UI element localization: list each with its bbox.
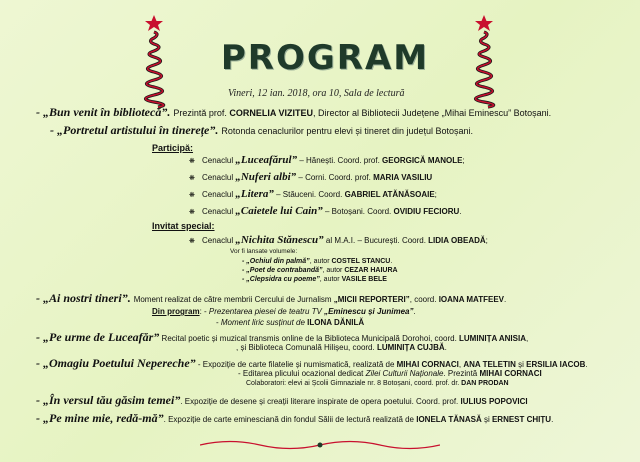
- din-program-line: [152, 307, 416, 316]
- book-launch-item: [242, 276, 387, 283]
- person-name: LIDIA OBEADĂ: [428, 236, 486, 245]
- program-item-continuation: [236, 343, 447, 352]
- program-item-collaborators: [246, 380, 509, 387]
- person-name: ANA TELETIN: [463, 360, 516, 369]
- text: .: [444, 343, 447, 352]
- person-name: ERNEST CHIȚU: [491, 415, 552, 424]
- event-title: - „Pe urme de Luceafăr”: [36, 330, 160, 344]
- text: .: [390, 258, 393, 265]
- text: – Hănești. Coord. prof.: [297, 156, 383, 165]
- text: Prezintă prof.: [173, 108, 230, 118]
- text: . Expoziție de desene și creații literare inspirate de opera poetului. Coord. prof.: [180, 397, 461, 406]
- text: ;: [485, 236, 488, 245]
- person-name: VASILE BELE: [341, 276, 387, 283]
- text: , coord.: [409, 295, 439, 304]
- text: Cenaclul: [202, 173, 236, 182]
- book-title: - „Poet de contrabandă”: [242, 267, 323, 274]
- cenaclu-litera: [202, 188, 437, 200]
- event-title: - „În versul tău găsim temei”: [36, 393, 181, 407]
- cenaclu-caietele-lui-cain: [202, 205, 462, 217]
- person-name: CEZAR HAIURA: [344, 267, 398, 274]
- text: Cenaclul: [202, 207, 236, 216]
- person-name: GEORGICĂ MANOLE: [382, 156, 463, 165]
- christmas-tree-left-icon: [134, 14, 174, 112]
- decorative-divider-icon: [200, 438, 440, 452]
- christmas-tree-right-icon: [464, 14, 504, 112]
- cenaclu-name: „Nichita Stănescu”: [235, 234, 324, 246]
- program-item-in-versul-tau: [36, 393, 528, 408]
- person-name: LUMINIȚA ANISIA: [459, 334, 526, 343]
- person-name: ILONA DĂNILĂ: [307, 318, 365, 327]
- text: - Expoziție de carte filatelie și numismatică, realizată de: [195, 360, 397, 369]
- section-heading: Invitat special:: [152, 221, 215, 231]
- event-title: - „Ai nostri tineri”.: [36, 291, 134, 305]
- text: ,: [458, 360, 464, 369]
- person-name: MIHAI CORNACI: [479, 369, 542, 378]
- text: Cenaclul: [202, 156, 236, 165]
- program-item-welcome: [36, 105, 551, 120]
- person-name: DAN PRODAN: [461, 380, 509, 387]
- text: ,: [525, 334, 529, 343]
- book-launch-item: [242, 258, 392, 265]
- club-name: „MICII REPORTERI”: [333, 295, 410, 304]
- section-heading: Participă:: [152, 143, 194, 153]
- book-title: - „Clepsidra cu poeme”: [242, 276, 320, 283]
- bullet-icon: ❋: [189, 209, 195, 216]
- text: al M.A.I. – București. Coord.: [323, 236, 429, 245]
- text: Prezentarea piesei de teatru TV: [208, 307, 325, 316]
- text: .: [413, 307, 416, 316]
- event-title: - „Pe mine mie, redă-mă”: [36, 411, 164, 425]
- text: , autor: [309, 258, 332, 265]
- program-item-rotonda: [50, 123, 473, 138]
- text: - Editarea plicului ocazional dedicat: [238, 369, 366, 378]
- person-name: IONELA TĂNASĂ: [416, 415, 482, 424]
- text: Moment liric susținut de: [220, 318, 308, 327]
- book-launch-intro: Vor fi lansate volumele:: [230, 248, 298, 255]
- text: .: [504, 295, 507, 304]
- text: – Botoșani. Coord.: [322, 207, 394, 216]
- bullet-icon: ❋: [189, 192, 195, 199]
- play-title: „Eminescu și Junimea”: [324, 307, 414, 316]
- cenaclu-name: „Caietele lui Cain”: [235, 205, 323, 217]
- person-name: MIHAI CORNACI: [396, 360, 459, 369]
- event-title: - „Omagiu Poetului Nepereche”: [36, 356, 196, 370]
- section-heading: Din program: [152, 307, 200, 316]
- text: Colaboratori: elevi ai Școlii Gimnaziale nr. 8 Botoșani, coord. prof. dr.: [246, 380, 462, 387]
- section-label-invitat-special: [152, 221, 215, 231]
- text: , autor: [319, 276, 342, 283]
- cenaclu-name: „Luceafărul”: [235, 154, 298, 166]
- text: .: [585, 360, 588, 369]
- text: , și Biblioteca Comunală Hilișeu, coord.: [236, 343, 377, 352]
- bullet-icon: ❋: [189, 238, 195, 245]
- text: .: [459, 207, 462, 216]
- text: – Stăuceni. Coord.: [273, 190, 345, 199]
- text: Cenaclul: [202, 236, 236, 245]
- book-title: - „Ochiul din palmă”: [242, 258, 310, 265]
- text: Cenaclul: [202, 190, 236, 199]
- program-item-pe-mine-mie: [36, 411, 553, 426]
- text: . Expoziție de carte eminesciană din fondul Sălii de lectură realizată de: [163, 415, 417, 424]
- person-name: GABRIEL ATĂNĂSOAIE: [344, 190, 435, 199]
- bullet-icon: ❋: [189, 175, 195, 182]
- text: Recital poetic și muzical transmis online de la Biblioteca Municipală Dorohoi, coord.: [159, 334, 460, 343]
- event-title: - „Portretul artistului în tinerețe”.: [50, 123, 222, 137]
- text: Moment realizat de către membrii Cercului de Jurnalism: [133, 295, 334, 304]
- person-name: OVIDIU FECIORU: [393, 207, 460, 216]
- program-item-ai-nostri-tineri: [36, 291, 506, 306]
- cenaclu-name: „Nuferi albi”: [235, 171, 297, 183]
- program-item-continuation: [238, 369, 542, 378]
- text: și: [515, 360, 527, 369]
- text: – Corni. Coord. prof.: [296, 173, 374, 182]
- section-label-participa: [152, 143, 193, 153]
- page-title: PROGRAM: [220, 38, 430, 78]
- text: Zilei Culturii Naționale: [365, 369, 444, 378]
- text: și: [481, 415, 492, 424]
- person-name: CORNELIA VIZITEU: [229, 108, 314, 118]
- person-name: IOANA MATFEEV: [438, 295, 505, 304]
- book-launch-item: [242, 267, 398, 274]
- person-name: MARIA VASILIU: [373, 173, 433, 182]
- cenaclu-nichita-stanescu: [202, 234, 488, 246]
- text: . Prezintă: [443, 369, 480, 378]
- bullet-icon: ❋: [189, 158, 195, 165]
- text: Rotonda cenaclurilor pentru elevi și tineret din județul Botoșani.: [221, 126, 474, 136]
- person-name: COSTEL STANCU: [331, 258, 391, 265]
- text: -: [216, 318, 221, 327]
- cenaclu-luceafarul: [202, 154, 465, 166]
- person-name: ERSILIA IACOB: [526, 360, 586, 369]
- event-title: - „Bun venit în bibliotecă”.: [36, 105, 174, 119]
- person-name: LUMINIȚA CUJBĂ: [376, 343, 445, 352]
- text: .: [551, 415, 554, 424]
- person-name: IULIUS POPOVICI: [460, 397, 528, 406]
- text: , Director al Bibliotecii Județene „Mihai Eminescu” Botoșani.: [313, 108, 552, 118]
- text: ;: [462, 156, 465, 165]
- text: ;: [434, 190, 437, 199]
- cenaclu-name: „Litera”: [235, 188, 274, 200]
- text: , autor: [322, 267, 345, 274]
- cenaclu-nuferi-albi: [202, 171, 432, 183]
- event-date-location: Vineri, 12 ian. 2018, ora 10, Sala de lectură: [228, 88, 405, 99]
- text: : -: [199, 307, 209, 316]
- din-program-line: [216, 318, 364, 327]
